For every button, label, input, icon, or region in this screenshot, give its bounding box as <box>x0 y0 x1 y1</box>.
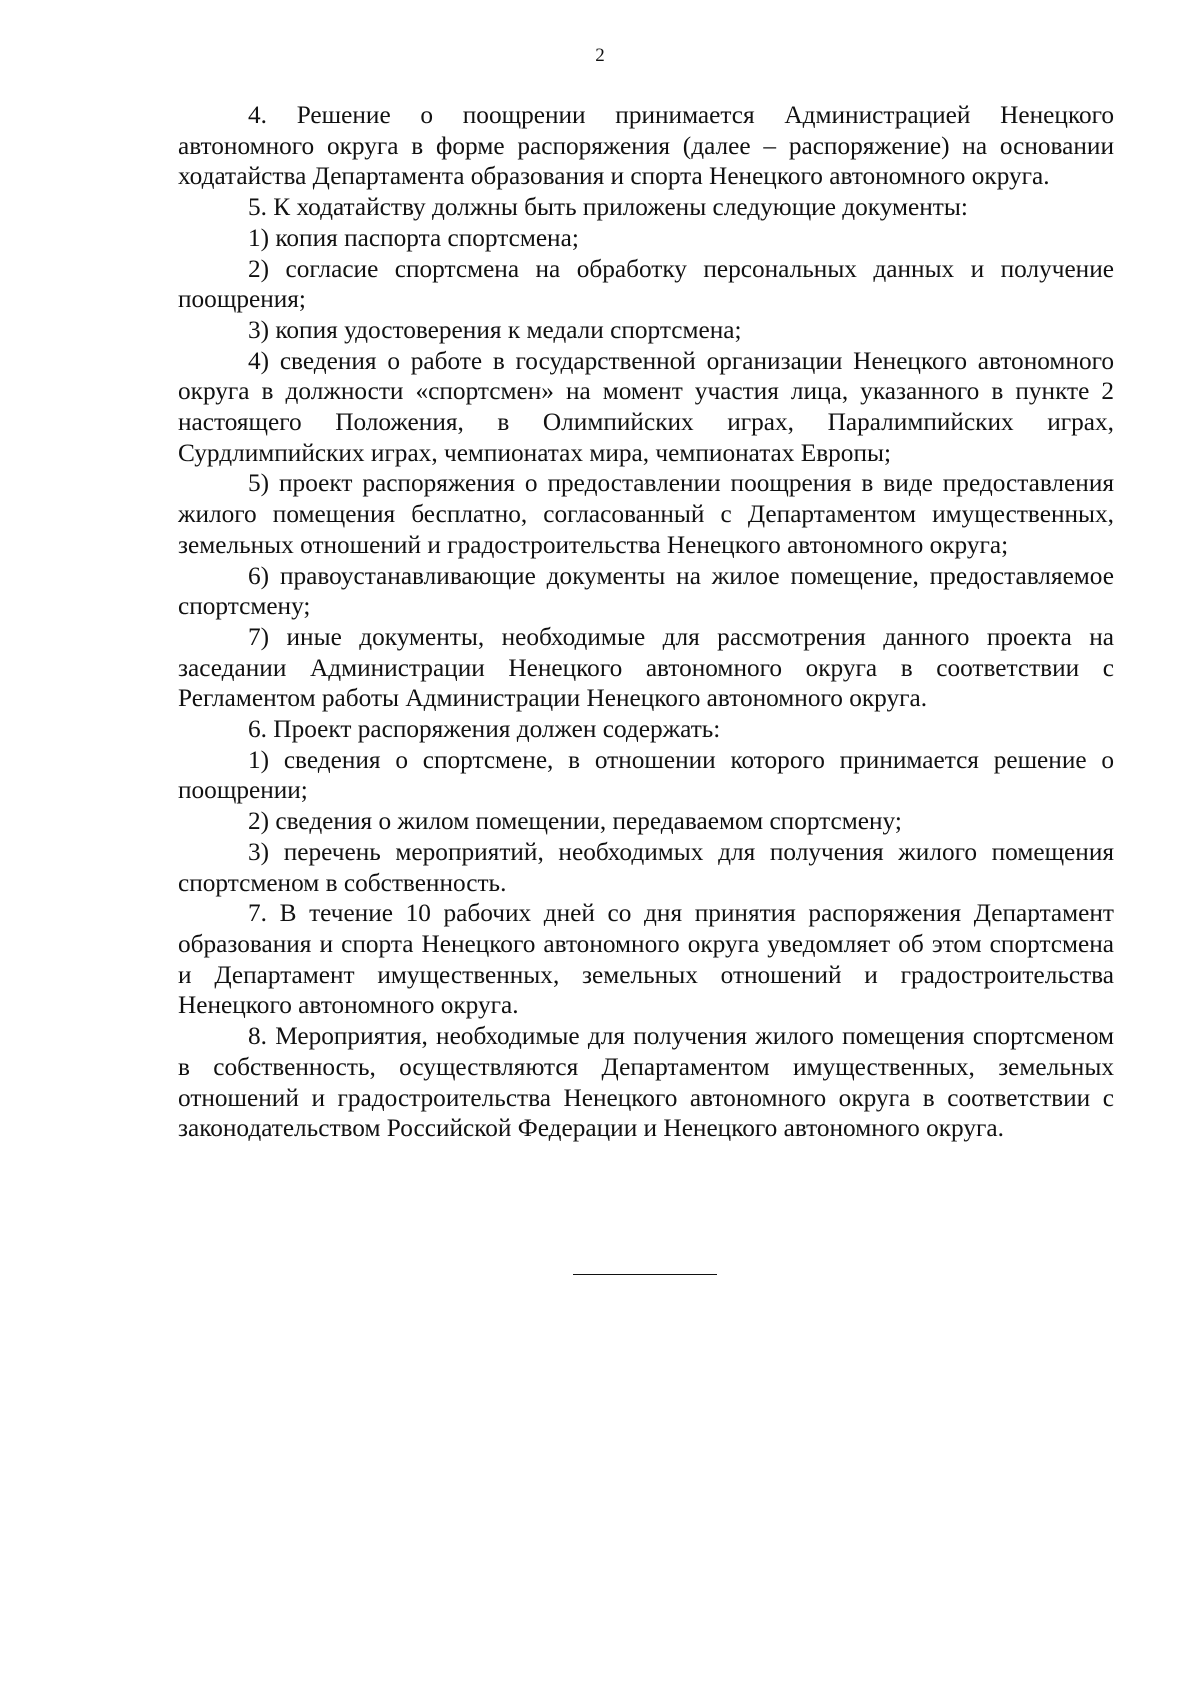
paragraph-item-5-4: 4) сведения о работе в государственной организации Ненецкого автономного округа в должности «спортсмен» на момент участия лица, указанного в пункте 2 настоящего Положения, в Олимпийских играх, Паралимпийских играх, Сурдлимпийских играх, чемпионатах мира, чемпионатах Европы; <box>178 346 1114 467</box>
paragraph-item-5-1: 1) копия паспорта спортсмена; <box>248 223 579 252</box>
paragraph-item-6: 6. Проект распоряжения должен содержать: <box>248 715 721 744</box>
paragraph-item-7: 7. В течение 10 рабочих дней со дня принятия распоряжения Департамент образования и спорта Ненецкого автономного округа уведомляет об этом спортсмена и Департамент имущественных, земельных отношений и градостроительства Ненецкого автономного округа. <box>178 899 1114 1020</box>
document-body <box>178 100 1114 1144</box>
page-number: 2 <box>595 45 605 66</box>
paragraph-item-5-6: 6) правоустанавливающие документы на жилое помещение, предоставляемое спортсмену; <box>178 561 1114 621</box>
paragraph-item-6-1: 1) сведения о спортсмене, в отношении которого принимается решение о поощрении; <box>178 745 1114 805</box>
paragraph-item-5: 5. К ходатайству должны быть приложены следующие документы: <box>248 193 968 222</box>
paragraph-item-8: 8. Мероприятия, необходимые для получения жилого помещения спортсменом в собственность, осуществляются Департаментом имущественных, земельных отношений и градостроительства Ненецкого автономного округа в соответствии с законодательством Российской Федерации и Ненецкого автономного округа. <box>178 1022 1114 1143</box>
paragraph-item-5-5: 5) проект распоряжения о предоставлении поощрения в виде предоставления жилого помещения бесплатно, согласованный с Департаментом имущественных, земельных отношений и градостроительства Ненецкого автономного округа; <box>178 469 1114 559</box>
paragraph-item-5-3: 3) копия удостоверения к медали спортсмена; <box>248 315 742 344</box>
paragraph-item-5-2: 2) согласие спортсмена на обработку персональных данных и получение поощрения; <box>178 254 1114 314</box>
paragraph-item-4: 4. Решение о поощрении принимается Администрацией Ненецкого автономного округа в форме распоряжения (далее – распоряжение) на основании ходатайства Департамента образования и спорта Ненецкого автономного округа. <box>178 101 1114 191</box>
paragraph-item-6-2: 2) сведения о жилом помещении, передаваемом спортсмену; <box>248 807 902 836</box>
end-of-document-rule <box>573 1274 717 1275</box>
paragraph-item-6-3: 3) перечень мероприятий, необходимых для получения жилого помещения спортсменом в собственность. <box>178 837 1114 897</box>
paragraph-item-5-7: 7) иные документы, необходимые для рассмотрения данного проекта на заседании Администрации Ненецкого автономного округа в соответствии с Регламентом работы Администрации Ненецкого автономного округа. <box>178 622 1114 713</box>
